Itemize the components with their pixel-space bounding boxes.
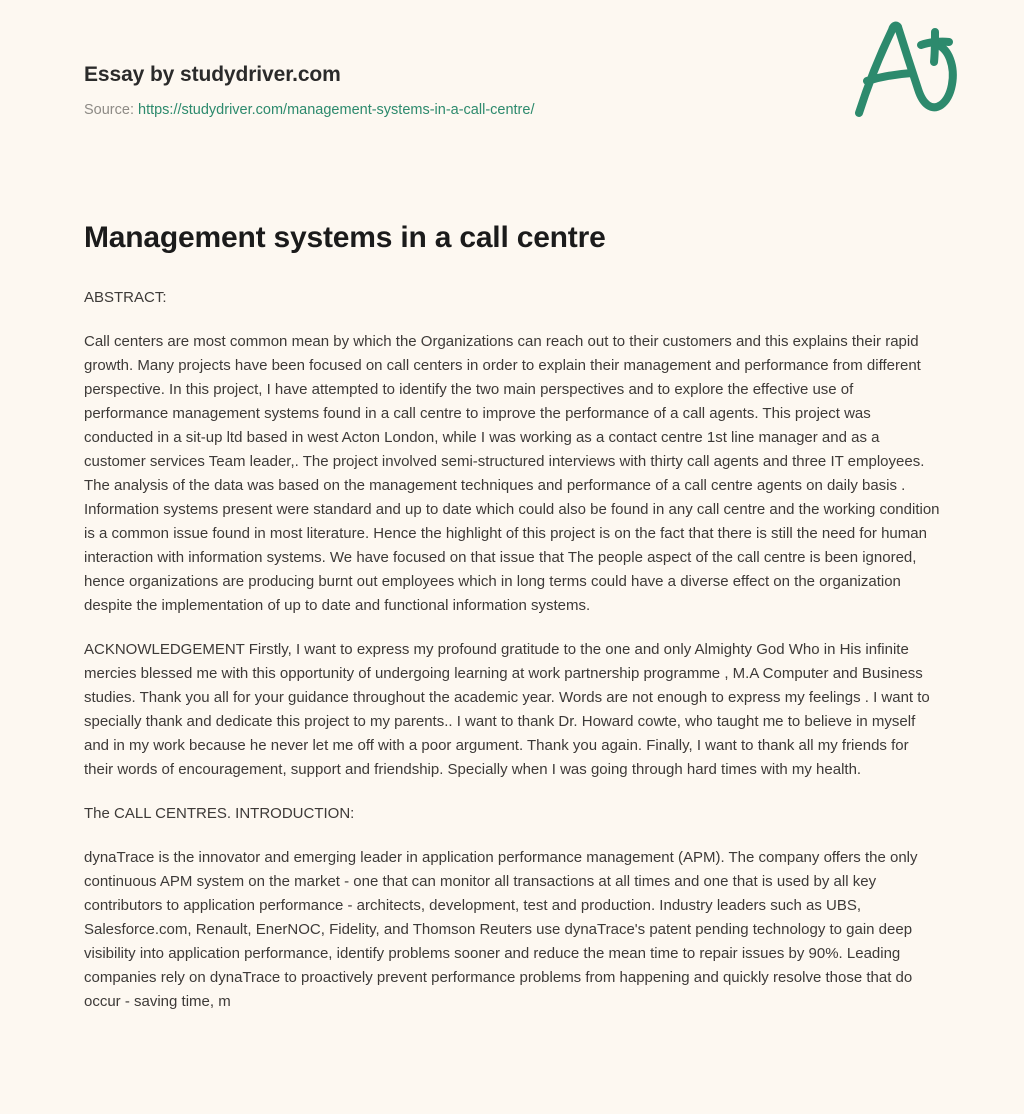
article-body (84, 286, 940, 1014)
brand-title: Essay by studydriver.com (84, 63, 341, 86)
paragraph-abstract-heading: ABSTRACT: (84, 289, 167, 307)
source-url-link[interactable]: https://studydriver.com/management-systems-in-a-call-centre/ (138, 102, 535, 119)
page-header (84, 0, 940, 128)
source-line (84, 101, 940, 120)
paragraph-acknowledgement: ACKNOWLEDGEMENT Firstly, I want to express my profound gratitude to the one and only Almighty God Who in His infinite mercies blessed me with this opportunity of undergoing learning at work partnership programme , M.A Computer and Business studies. Thank you all for your guidance throughout the academic year. Words are not enough to express my feelings . I want to specially thank and dedicate this project to my parents.. I want to thank Dr. Howard cowte, who taught me to believe in myself and in my work because he never let me off with a poor argument. Thank you again. Finally, I want to thank all my friends for their words of encouragement, support and friendship. Specially when I was going through hard times with my health. (84, 641, 930, 779)
paragraph-dynatrace: dynaTrace is the innovator and emerging leader in application performance management (APM). The company offers the only continuous APM system on the market - one that can monitor all transactions at all times and one that is used by all key contributors to application performance - architects, development, test and production. Industry leaders such as UBS, Salesforce.com, Renault, EnerNOC, Fidelity, and Thomson Reuters use dynaTrace's patent pending technology to gain deep visibility into application performance, identify problems sooner and reduce the mean time to repair issues by 90%. Leading companies rely on dynaTrace to proactively prevent performance problems from happening and quickly resolve those that do occur - saving time, m (84, 849, 918, 1011)
page-bottom-fade (0, 1098, 1024, 1114)
source-label: Source: (84, 102, 138, 119)
article (84, 220, 940, 1014)
paragraph-abstract: Call centers are most common mean by which the Organizations can reach out to their customers and this explains their rapid growth. Many projects have been focused on call centers in order to explain their management and performance from different perspective. In this project, I have attempted to identify the two main perspectives and to explore the effective use of performance management systems found in a call centre to improve the performance of a call agents. This project was conducted in a sit-up ltd based in west Acton London, while I was working as a contact centre 1st line manager and as a customer services Team leader,. The project involved semi-structured interviews with thirty call agents and three IT employees. The analysis of the data was based on the management techniques and performance of a call centre agents on daily basis . Information systems present were standard and up to date which could also be found in any call centre and the working condition is a common issue found in most literature. Hence the highlight of this project is on the fact that there is still the need for human interaction with information systems. We have focused on that issue that The people aspect of the call centre is been ignored, hence organizations are producing burnt out employees which in long terms could have a diverse effect on the organization despite the implementation of up to date and functional information systems. (84, 333, 940, 615)
paragraph-intro-heading: The CALL CENTRES. INTRODUCTION: (84, 805, 355, 823)
page-title: Management systems in a call centre (84, 221, 606, 254)
